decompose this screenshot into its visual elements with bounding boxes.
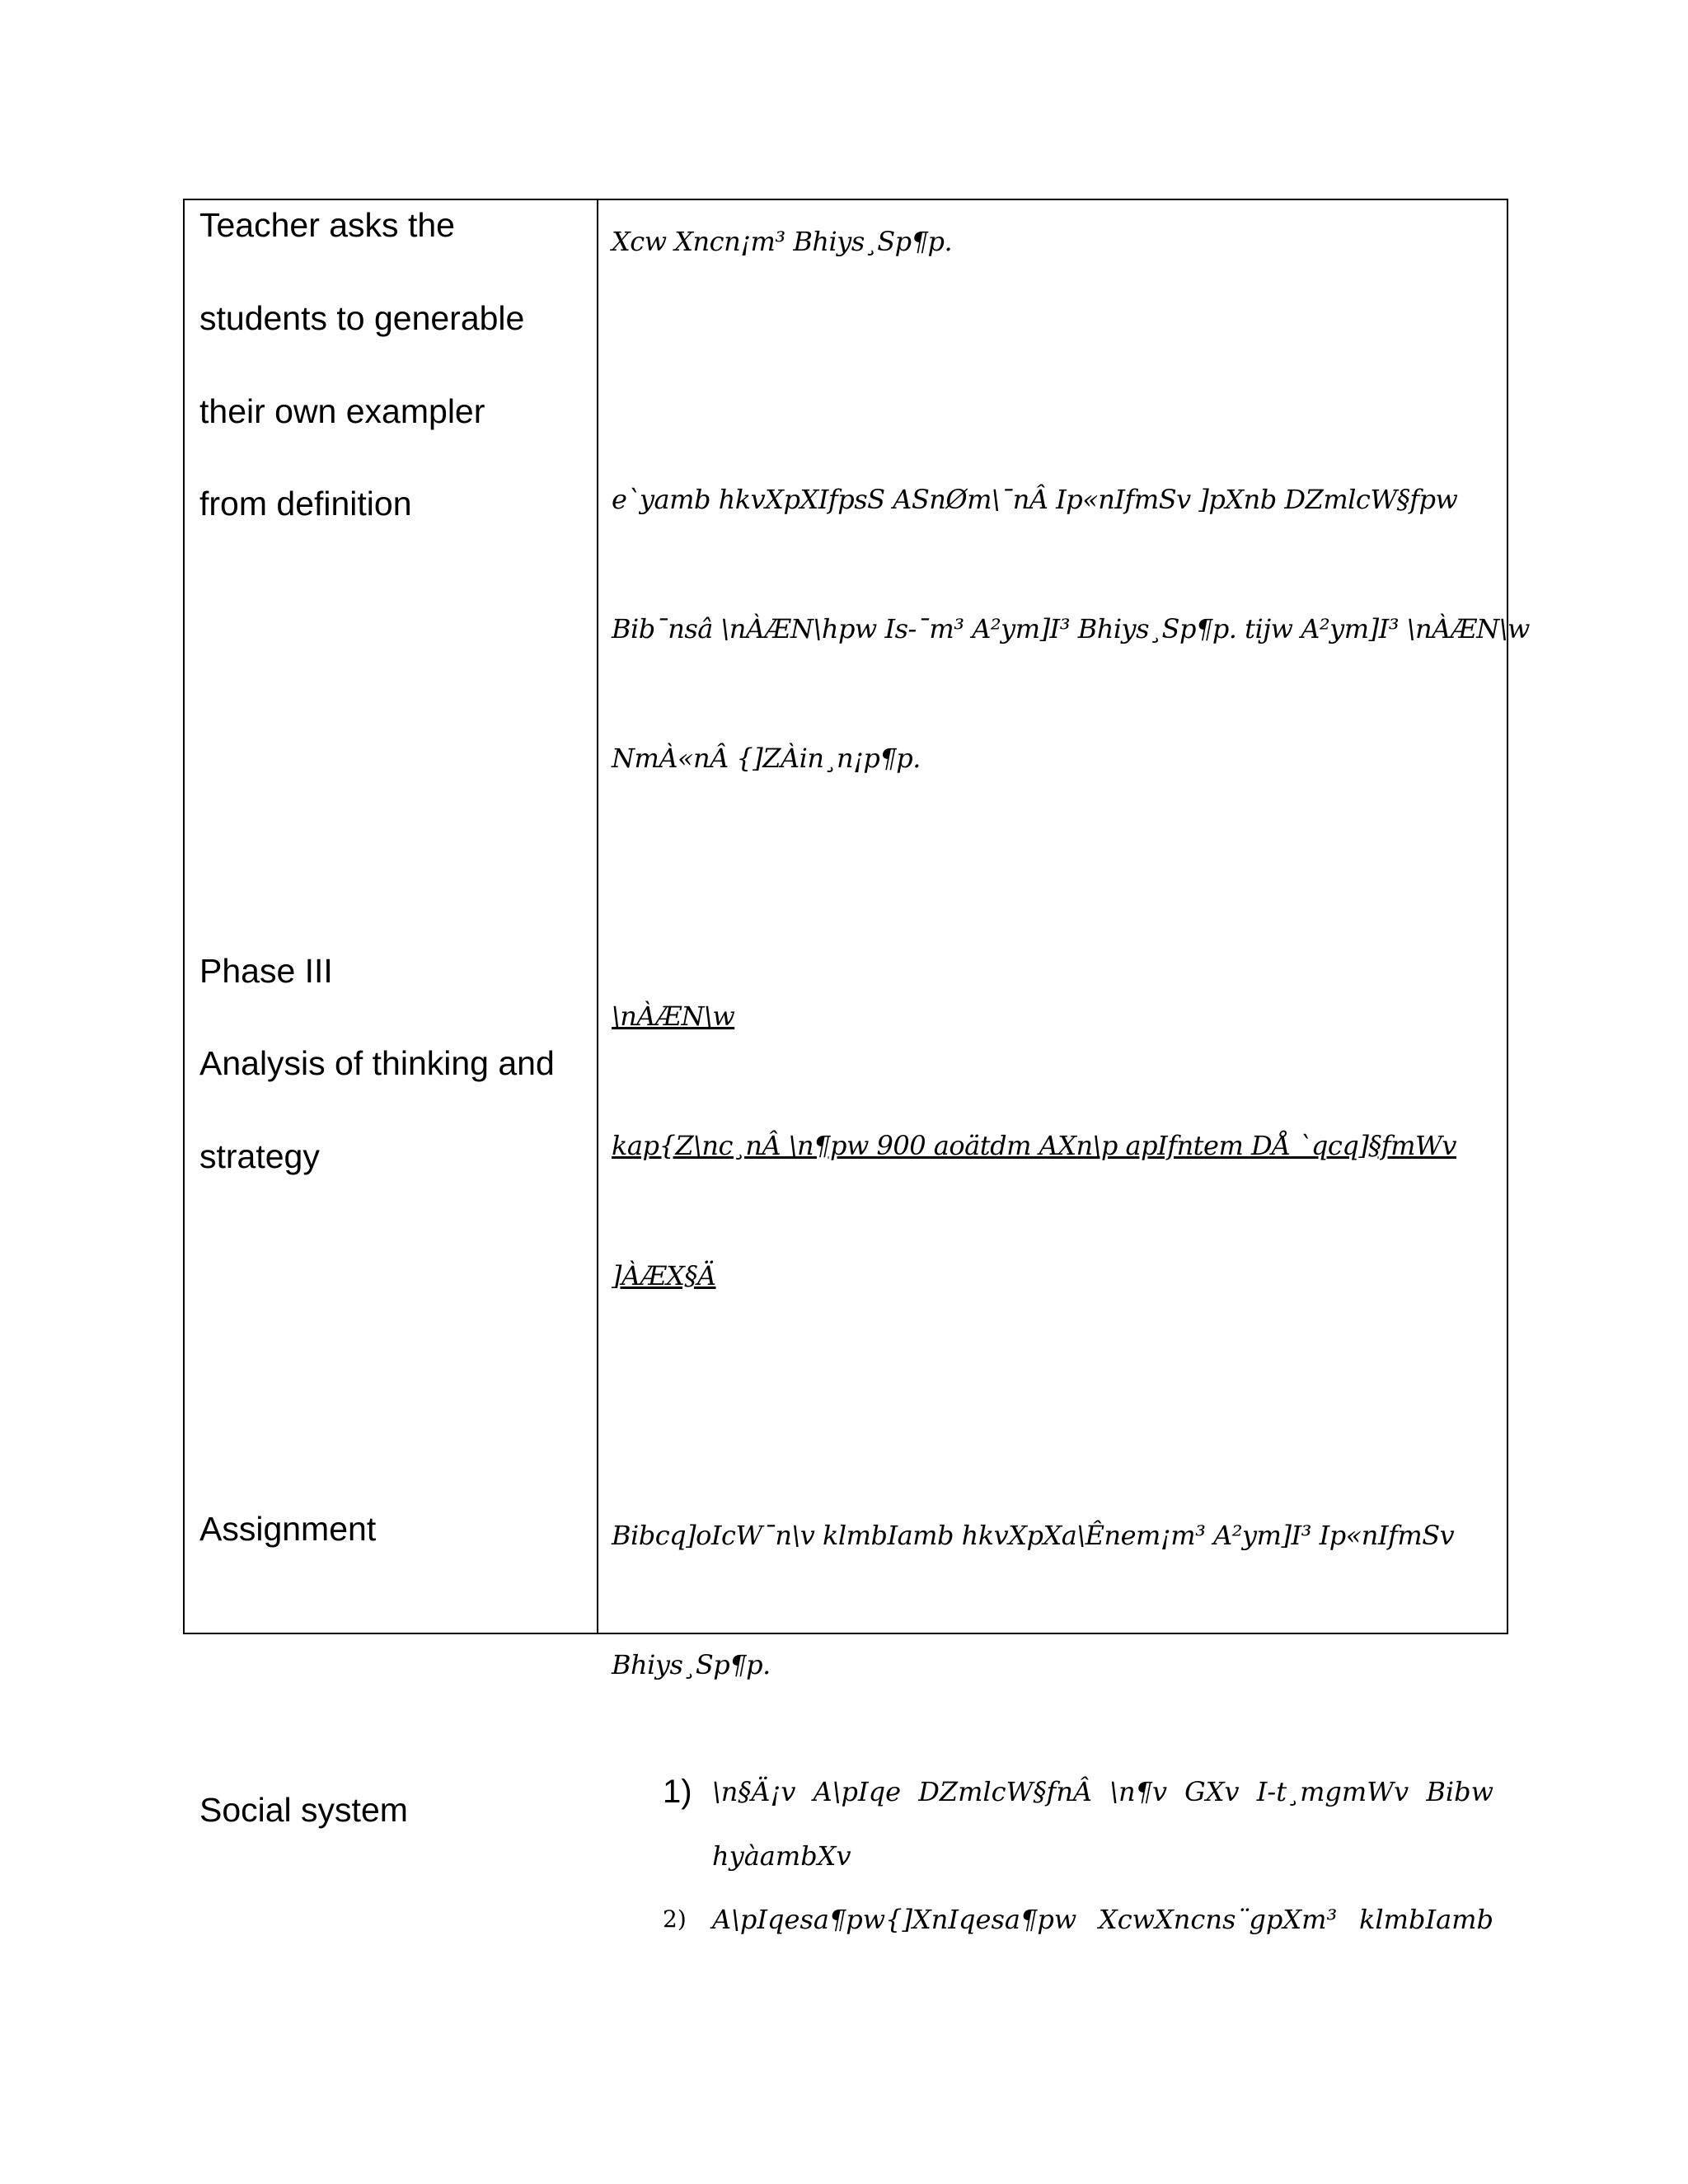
phase-line-3: ]ÀÆX§Ä xyxy=(612,1260,716,1291)
phase-line-2: kap{Z\nc¸nÂ \n¶pw 900 aoätdm AXn\p apIfntem DÅ `qcq]§fmWv xyxy=(612,1130,1456,1161)
right-line-1: Xcw Xncn¡m³ Bhiys¸Sp¶p. xyxy=(612,226,953,257)
phase-subtitle-2: strategy xyxy=(199,1137,320,1175)
teacher-line-1: Teacher asks the xyxy=(199,206,455,244)
list-word: A\pIqesa¶pw{]XnIqesa¶pw xyxy=(712,1904,1077,1935)
list-word: Bibw xyxy=(1426,1776,1493,1807)
phase-subtitle-1: Analysis of thinking and xyxy=(199,1044,555,1082)
phase-heading: \nÀÆN\w xyxy=(612,1001,735,1032)
phase-title: Phase III xyxy=(199,952,333,990)
list-word: \n§Ä¡v xyxy=(712,1776,796,1807)
teacher-line-2: students to generable xyxy=(199,299,525,337)
assignment-label: Assignment xyxy=(199,1510,377,1548)
list-word: A\pIqe xyxy=(813,1776,902,1807)
teacher-line-4: from definition xyxy=(199,485,412,523)
teacher-line-3: their own exampler xyxy=(199,392,485,430)
list-word: XcwXncns¨gpXm³ xyxy=(1098,1904,1338,1935)
right-para2-line-2: Bib¯nsâ \nÀÆN\hpw Is-¯m³ A²ym]I³ Bhiys¸Sp¶p. tijw A²ym]I³ \nÀÆN\w xyxy=(612,613,1530,644)
assignment-line-2: Bhiys¸Sp¶p. xyxy=(612,1649,771,1680)
list-item-2-number: 2) xyxy=(663,1905,687,1933)
social-system-label: Social system xyxy=(199,1791,408,1829)
column-divider xyxy=(597,200,598,1633)
right-para2-line-3: NmÀ«nÂ {]ZÀin¸n¡p¶p. xyxy=(612,743,921,774)
list-word: \n¶v xyxy=(1109,1776,1168,1807)
list-word: DZmlcW§fnÂ xyxy=(918,1776,1093,1807)
list-word: I-t¸mgmWv xyxy=(1256,1776,1409,1807)
assignment-line-1: Bibcq]oIcW¯n\v klmbIamb hkvXpXa\Ênem¡m³ A²ym]I³ Ip«nIfmSv xyxy=(612,1520,1455,1551)
list-item-1-line-2: hyàambXv xyxy=(712,1840,851,1872)
list-word: klmbIamb xyxy=(1359,1904,1493,1935)
list-word: GXv xyxy=(1184,1776,1240,1807)
list-item-2-line-1 xyxy=(712,1903,1493,1936)
right-para2-line-1: e`yamb hkvXpXIfpsS ASnØm\¯nÂ Ip«nIfmSv ]pXnb DZmlcW§fpw xyxy=(612,484,1458,515)
list-item-1-line-1 xyxy=(712,1775,1493,1808)
list-item-1-number: 1) xyxy=(663,1774,692,1810)
lesson-plan-table xyxy=(183,199,1530,1935)
